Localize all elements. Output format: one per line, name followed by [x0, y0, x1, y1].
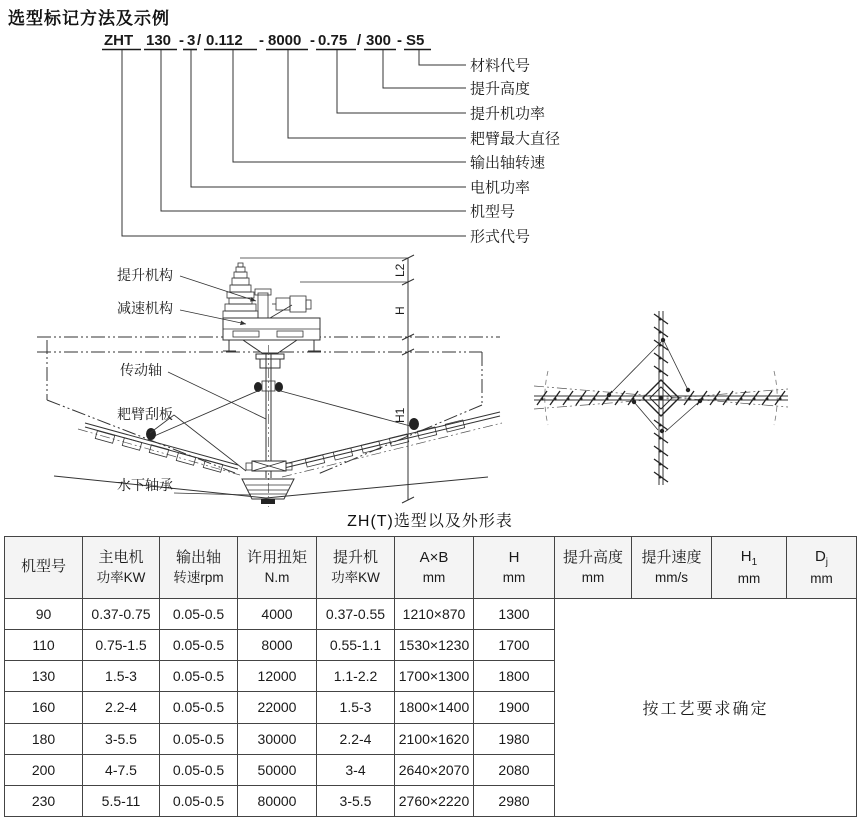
table-cell: 1210×870 [395, 599, 474, 630]
part-label-lifting: 提升机构 [117, 267, 173, 283]
table-cell: 0.55-1.1 [317, 630, 395, 661]
table-cell: 230 [5, 785, 83, 816]
table-cell: 130 [5, 661, 83, 692]
motor-reducer [255, 289, 311, 318]
code-segment-height: 300 [366, 32, 392, 49]
table-cell: 1.5-3 [317, 692, 395, 723]
designation-label: 耙臂最大直径 [470, 130, 561, 148]
table-cell: 80000 [238, 785, 317, 816]
table-cell: 1300 [474, 599, 555, 630]
column-header-4: 提升机 功率KW [317, 537, 395, 599]
table-cell: 3-5.5 [317, 785, 395, 816]
table-cell: 22000 [238, 692, 317, 723]
table-cell: 12000 [238, 661, 317, 692]
table-cell: 1.1-2.2 [317, 661, 395, 692]
code-segment-motor: 3 [187, 32, 196, 49]
table-cell: 2100×1620 [395, 723, 474, 754]
code-segment-speed: 0.112 [206, 32, 243, 49]
table-cell: 1530×1230 [395, 630, 474, 661]
table-cell: 0.05-0.5 [160, 692, 238, 723]
dim-label-h: H [393, 306, 407, 315]
code-separator: / [357, 32, 362, 49]
table-cell: 5.5-11 [83, 785, 160, 816]
column-header-1: 主电机 功率KW [83, 537, 160, 599]
part-label-rake: 耙臂刮板 [117, 406, 173, 422]
table-cell: 3-5.5 [83, 723, 160, 754]
part-label-shaft: 传动轴 [120, 362, 162, 378]
column-header-2: 输出轴 转速rpm [160, 537, 238, 599]
table-cell: 3-4 [317, 754, 395, 785]
designation-label: 提升机功率 [470, 105, 546, 123]
code-segment-form: ZHT [104, 32, 134, 49]
designation-labels [470, 58, 560, 246]
code-separator: - [310, 32, 315, 49]
dim-label-h1: H1 [393, 407, 407, 423]
table-cell: 1800×1400 [395, 692, 474, 723]
table-row [5, 599, 857, 630]
column-header-9: $H_1$ mm [712, 537, 787, 599]
table-cell: 1.5-3 [83, 661, 160, 692]
designation-label: 形式代号 [470, 228, 531, 246]
plan-view-drawing [522, 283, 822, 518]
table-cell: 180 [5, 723, 83, 754]
table-cell: 160 [5, 692, 83, 723]
table-cell: 0.05-0.5 [160, 723, 238, 754]
table-cell: 50000 [238, 754, 317, 785]
table-cell: 1800 [474, 661, 555, 692]
code-segment-diameter: 8000 [268, 32, 302, 49]
table-cell: 2.2-4 [83, 692, 160, 723]
lifting-mechanism [223, 263, 258, 318]
table-cell: 0.37-0.55 [317, 599, 395, 630]
table-cell: 2.2-4 [317, 723, 395, 754]
plan-stay-joints [607, 338, 702, 433]
part-labels [117, 267, 266, 495]
table-cell: 200 [5, 754, 83, 785]
table-cell: 0.05-0.5 [160, 599, 238, 630]
code-separator: - [179, 32, 184, 49]
designation-label: 提升高度 [470, 80, 531, 98]
designation-label: 机型号 [470, 203, 516, 221]
spec-table [4, 536, 857, 817]
code-segment-model: 130 [146, 32, 172, 49]
designation-connectors [122, 50, 466, 236]
table-cell: 8000 [238, 630, 317, 661]
model-designation-diagram [0, 20, 600, 252]
code-separator: / [197, 32, 202, 49]
code-separator: - [259, 32, 264, 49]
table-cell: 90 [5, 599, 83, 630]
column-header-0: 机型号 [5, 537, 83, 599]
left-rake-arm [78, 423, 240, 475]
stay-rods [152, 390, 414, 437]
page-title: 选型标记方法及示例 [8, 9, 170, 28]
model-code [104, 32, 424, 49]
table-cell: 2980 [474, 785, 555, 816]
column-header-6: H mm [474, 537, 555, 599]
header-row [5, 537, 857, 599]
table-cell: 4-7.5 [83, 754, 160, 785]
side-elevation-drawing [30, 253, 510, 517]
drive-shaft [254, 345, 283, 507]
table-cell: 1700×1300 [395, 661, 474, 692]
table-cell: 0.05-0.5 [160, 785, 238, 816]
designation-label: 输出轴转速 [470, 154, 546, 172]
right-rake-arm [280, 412, 502, 477]
table-cell: 0.05-0.5 [160, 661, 238, 692]
table-cell: 0.05-0.5 [160, 630, 238, 661]
code-segment-hoistpwr: 0.75 [318, 32, 348, 49]
table-cell: 0.05-0.5 [160, 754, 238, 785]
table-cell: 1980 [474, 723, 555, 754]
column-header-7: 提升高度 mm [555, 537, 632, 599]
column-header-8: 提升速度 mm/s [632, 537, 712, 599]
table-body [5, 599, 857, 817]
table-title: ZH(T)选型以及外形表 [347, 513, 513, 530]
merged-note-cell: 按工艺要求确定 [555, 599, 857, 817]
table-cell: 1900 [474, 692, 555, 723]
table-cell: 30000 [238, 723, 317, 754]
designation-label: 电机功率 [470, 179, 531, 197]
part-label-bearing: 水下轴承 [117, 477, 173, 493]
part-label-reduction: 减速机构 [117, 300, 173, 316]
table-cell: 110 [5, 630, 83, 661]
table-cell: 1700 [474, 630, 555, 661]
table-cell: 4000 [238, 599, 317, 630]
column-header-5: A×B mm [395, 537, 474, 599]
column-header-3: 许用扭矩 N.m [238, 537, 317, 599]
table-head [5, 537, 857, 599]
table-cell: 2760×2220 [395, 785, 474, 816]
code-segment-material: S5 [406, 32, 425, 49]
designation-label: 材料代号 [470, 57, 531, 75]
table-cell: 2080 [474, 754, 555, 785]
code-separator: - [397, 32, 402, 49]
table-cell: 2640×2070 [395, 754, 474, 785]
column-header-10: $D_j$ mm [787, 537, 857, 599]
table-cell: 0.37-0.75 [83, 599, 160, 630]
table-cell: 0.75-1.5 [83, 630, 160, 661]
drive-platform [223, 318, 321, 368]
dim-label-l2: L2 [393, 263, 407, 277]
